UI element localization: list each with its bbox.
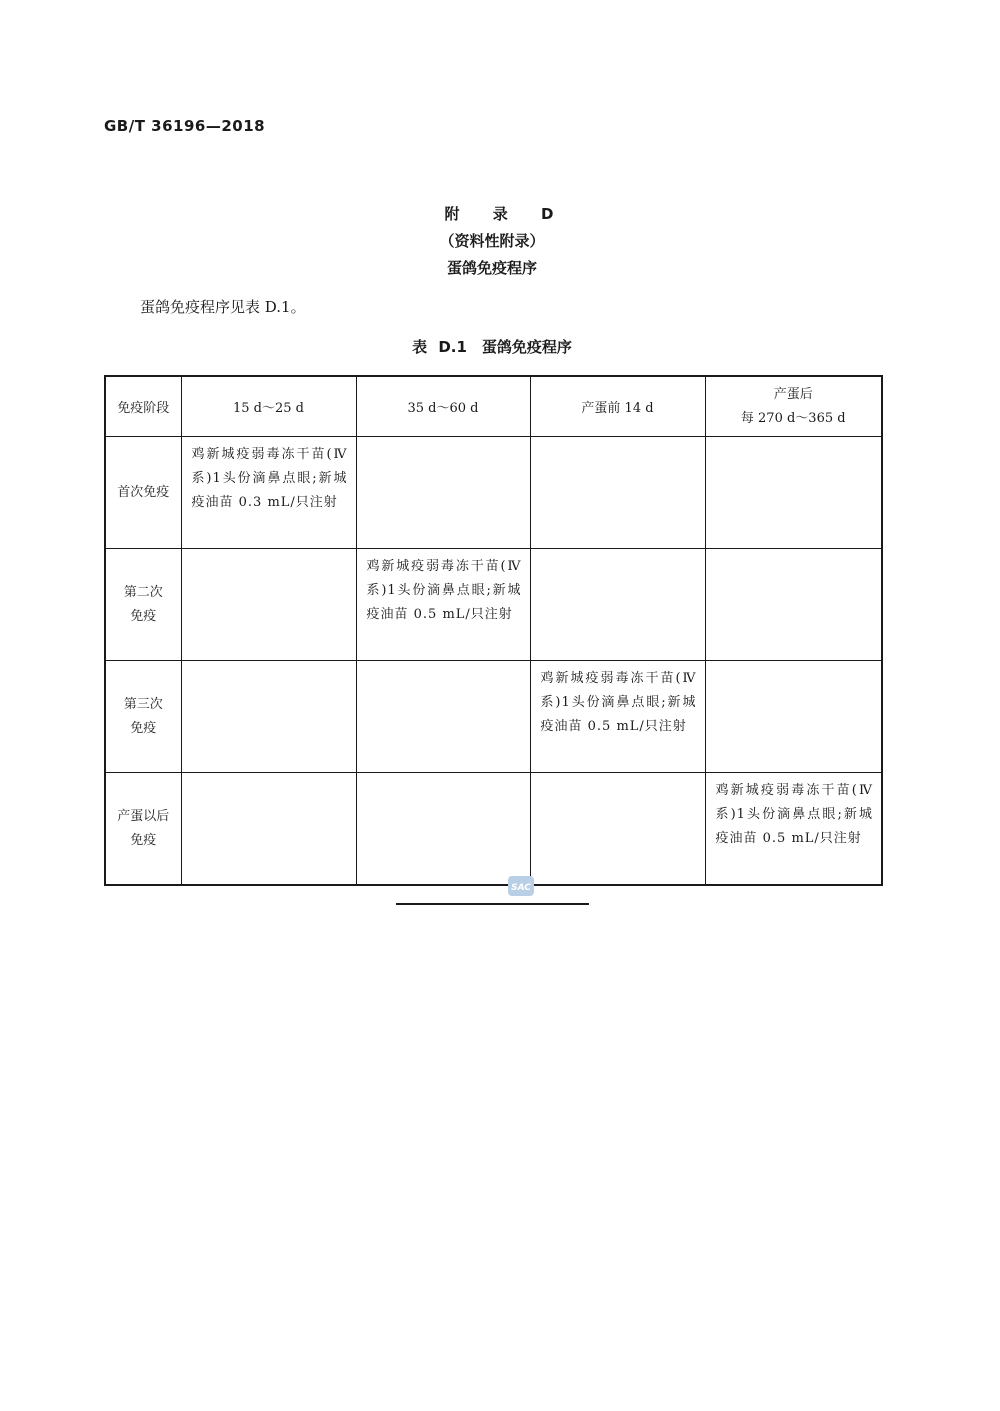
- stage-line1: 第二次: [123, 584, 163, 600]
- appendix-title: 附 录 D: [444, 205, 568, 223]
- table-row: [105, 549, 882, 661]
- schedule-cell: [530, 549, 705, 661]
- schedule-cell: 鸡新城疫弱毒冻干苗(Ⅳ系)1头份滴鼻点眼;新城疫油苗 0.5 mL/只注射: [356, 549, 530, 661]
- header-col1: 15 d～25 d: [181, 376, 356, 437]
- stage-cell: [105, 661, 181, 773]
- schedule-cell: 鸡新城疫弱毒冻干苗(Ⅳ系)1头份滴鼻点眼;新城疫油苗 0.5 mL/只注射: [705, 773, 882, 886]
- table-caption: 表 D.1 蛋鸽免疫程序: [412, 338, 572, 356]
- sac-logo-text: SAC: [511, 883, 531, 893]
- schedule-cell: [356, 661, 530, 773]
- schedule-cell: [530, 773, 705, 886]
- schedule-cell: [181, 549, 356, 661]
- table-row: [105, 437, 882, 549]
- header-col4-line1: 产蛋后: [773, 386, 813, 402]
- appendix-subject: 蛋鸽免疫程序: [446, 259, 537, 277]
- header-stage: 免疫阶段: [105, 376, 181, 437]
- stage-cell: [105, 773, 181, 886]
- stage-line2: 免疫: [130, 720, 157, 736]
- header-col2: 35 d～60 d: [356, 376, 530, 437]
- standard-number: GB/T 36196—2018: [104, 117, 266, 135]
- header-col4: [705, 376, 882, 437]
- schedule-cell: [356, 773, 530, 886]
- stage-line1: 首次免疫: [117, 484, 170, 500]
- schedule-cell: 鸡新城疫弱毒冻干苗(Ⅳ系)1头份滴鼻点眼;新城疫油苗 0.5 mL/只注射: [530, 661, 705, 773]
- schedule-cell: [356, 437, 530, 549]
- schedule-cell: 鸡新城疫弱毒冻干苗(Ⅳ系)1头份滴鼻点眼;新城疫油苗 0.3 mL/只注射: [181, 437, 356, 549]
- end-rule: [396, 903, 589, 905]
- stage-cell: [105, 437, 181, 549]
- immunization-table: [104, 375, 883, 886]
- header-col3: 产蛋前 14 d: [530, 376, 705, 437]
- schedule-cell: [705, 661, 882, 773]
- schedule-cell: [705, 437, 882, 549]
- stage-cell: [105, 549, 181, 661]
- schedule-cell: [530, 437, 705, 549]
- schedule-cell: [705, 549, 882, 661]
- stage-line1: 第三次: [123, 696, 163, 712]
- table-row: [105, 773, 882, 886]
- table-header-row: [105, 376, 882, 437]
- stage-line2: 免疫: [130, 832, 157, 848]
- sac-logo-icon: [507, 875, 535, 897]
- appendix-nature: （资料性附录）: [439, 232, 545, 250]
- stage-line2: 免疫: [130, 608, 157, 624]
- header-col4-line2: 每 270 d～365 d: [740, 410, 846, 426]
- schedule-cell: [181, 773, 356, 886]
- stage-line1: 产蛋以后: [117, 808, 170, 824]
- intro-paragraph: 蛋鸽免疫程序见表 D.1。: [140, 298, 306, 316]
- table-row: [105, 661, 882, 773]
- schedule-cell: [181, 661, 356, 773]
